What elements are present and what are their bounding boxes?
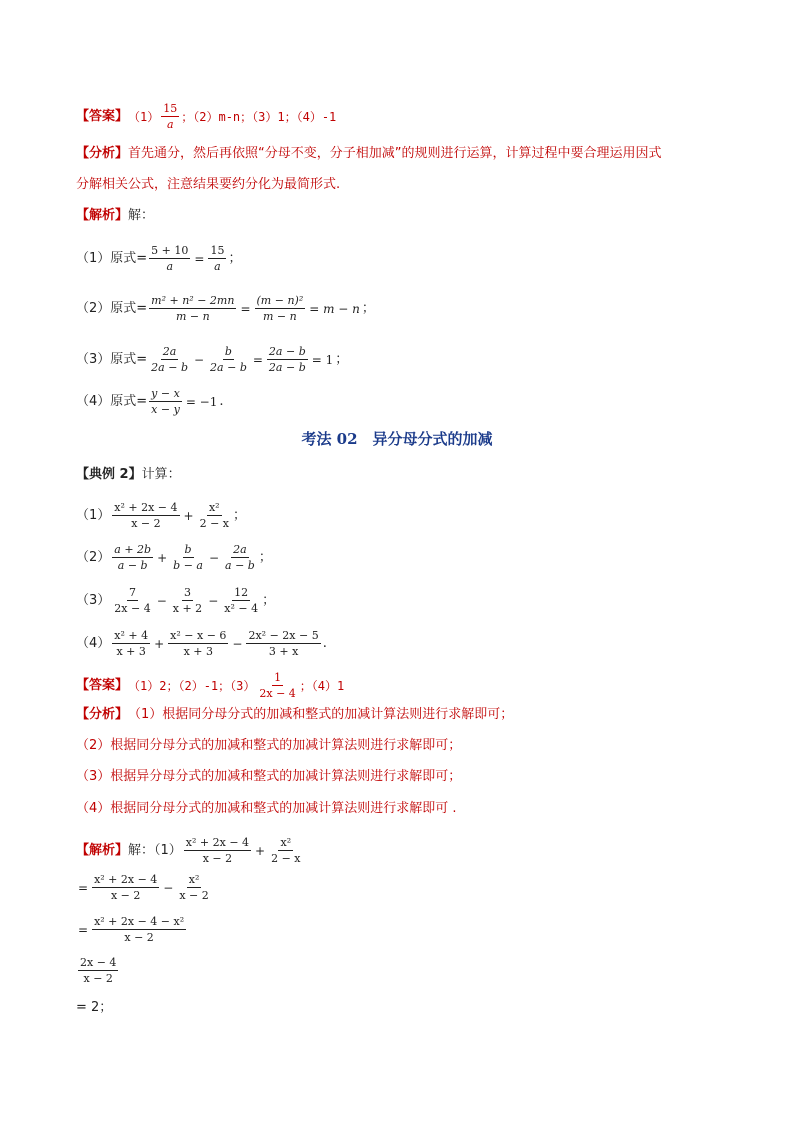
fraction: $\frac{1}{2x - 4}$ bbox=[259, 671, 296, 700]
analysis-label: 【分析】 bbox=[76, 707, 129, 722]
example-line: 【典例 2】 计算： bbox=[76, 467, 181, 482]
question-4: （4） $\frac{\text{x² + 4}}{x + 3}$ + $\frac{\text{x² − x − 6}}{x + 3}$ − $\frac{\text{2x² − 2x − 5}}{3 + x}$ . bbox=[76, 629, 327, 658]
question-3: （3） $\frac{7}{2x - 4}$ − $\frac{3}{x + 2}$ − $\frac{12}{\text{x² − 4}}$ ； bbox=[76, 586, 276, 615]
fraction: $\frac{\text{x² + 2x − 4}}{x - 2}$ bbox=[185, 836, 250, 865]
answer-line-1: 【答案】 （1） $\frac{15}{a}$ ；（2）m-n；（3）1；（4）-1 bbox=[76, 102, 337, 131]
answer-label: 【答案】 bbox=[76, 108, 129, 124]
analysis-label: 【分析】 bbox=[76, 146, 129, 161]
question-2: （2） $\frac{a + 2b}{a - b}$ + $\frac{b}{b - a}$ − $\frac{2a}{a - b}$ ； bbox=[76, 543, 272, 572]
answer-label: 【答案】 bbox=[76, 677, 129, 693]
section-heading: 考法 02 异分母分式的加减 bbox=[301, 430, 493, 448]
solution-label: 【解析】 bbox=[76, 842, 129, 858]
fraction: $\frac{5 + 10}{a}$ bbox=[151, 244, 189, 273]
fraction: $\frac{\text{x² + 4}}{x + 3}$ bbox=[114, 629, 149, 658]
fraction: $\frac{7}{2x - 4}$ bbox=[114, 586, 151, 615]
analysis-line-2-4: （4）根据同分母分式的加减和整式的加减计算法则进行求解即可 . bbox=[76, 801, 457, 816]
fraction: $\frac{\text{x² − x − 6}}{x + 3}$ bbox=[170, 629, 227, 658]
question-1: （1） $\frac{\text{x² + 2x − 4}}{x - 2}$ + $\frac{\text{x²}}{2 - x}$ ； bbox=[76, 501, 247, 530]
fraction: $\frac{\text{x² + 2x − 4}}{x - 2}$ bbox=[114, 501, 178, 530]
fraction: $\frac{\text{x²}}{x - 2}$ bbox=[179, 873, 209, 902]
solution-step-2: （2）原式= $\frac{\text{m² + n² − 2mn}}{m - n}$ = $\frac{\text{(m − n)²}}{m - n}$ = m − n ； bbox=[76, 294, 375, 323]
fraction: $\frac{y - x}{x - y}$ bbox=[151, 387, 180, 416]
fraction: $\frac{\text{m² + n² − 2mn}}{m - n}$ bbox=[151, 294, 235, 323]
solution-step-4: （4）原式= $\frac{y - x}{x - y}$ = −1 . bbox=[76, 387, 224, 416]
fraction: $\frac{\text{x²}}{2 - x}$ bbox=[271, 836, 301, 865]
fraction: $\frac{12}{\text{x² − 4}}$ bbox=[224, 586, 259, 615]
analysis-line-1: 【分析】 首先通分，然后再依照“分母不变，分子相加减”的规则进行运算，计算过程中要合理运用因式 bbox=[76, 146, 662, 161]
analysis-line-2: 分解相关公式，注意结果要约分化为最简形式. bbox=[76, 177, 341, 192]
fraction: $\frac{\text{x² + 2x − 4 − x²}}{x - 2}$ bbox=[94, 915, 185, 944]
solution-line-2: 【解析】 解：（1） $\frac{\text{x² + 2x − 4}}{x - 2}$ + $\frac{\text{x²}}{2 - x}$ bbox=[76, 836, 301, 865]
fraction: $\frac{15}{a}$ bbox=[163, 102, 178, 131]
work-step-1: = $\frac{\text{x² + 2x − 4}}{x - 2}$ − $\frac{\text{x²}}{x - 2}$ bbox=[78, 873, 209, 902]
solution-step-3: （3）原式= $\frac{2a}{2a - b}$ − $\frac{b}{2a - b}$ = $\frac{2a - b}{2a - b}$ = 1 ； bbox=[76, 345, 349, 374]
solution-step-1: （1）原式= $\frac{5 + 10}{a}$ = $\frac{15}{a}$ ； bbox=[76, 244, 242, 273]
work-step-4: = 2； bbox=[76, 1000, 113, 1015]
analysis-line-2-3: （3）根据异分母分式的加减和整式的加减计算法则进行求解即可； bbox=[76, 769, 462, 784]
fraction: $\frac{a + 2b}{a - b}$ bbox=[114, 543, 152, 572]
solution-label: 【解析】 bbox=[76, 208, 129, 223]
work-step-2: = $\frac{\text{x² + 2x − 4 − x²}}{x - 2}$ bbox=[78, 915, 185, 944]
fraction: $\frac{3}{x + 2}$ bbox=[172, 586, 203, 615]
analysis-line-2-2: （2）根据同分母分式的加减和整式的加减计算法则进行求解即可； bbox=[76, 738, 462, 753]
fraction: $\frac{\text{x² + 2x − 4}}{x - 2}$ bbox=[94, 873, 158, 902]
answer-line-2: 【答案】 （1）2；（2）-1；（3） $\frac{1}{2x - 4}$ ；（4）1 bbox=[76, 671, 345, 700]
work-step-3 bbox=[76, 956, 120, 985]
fraction: $\frac{2x - 4}{x - 2}$ bbox=[80, 956, 117, 985]
fraction: $\frac{\text{2x² − 2x − 5}}{3 + x}$ bbox=[248, 629, 319, 658]
fraction: $\frac{\text{(m − n)²}}{m - n}$ bbox=[256, 294, 304, 323]
fraction: $\frac{b}{2a - b}$ bbox=[210, 345, 247, 374]
fraction: $\frac{b}{b - a}$ bbox=[173, 543, 203, 572]
fraction: $\frac{15}{a}$ bbox=[210, 244, 225, 273]
fraction: $\frac{\text{x²}}{2 - x}$ bbox=[199, 501, 229, 530]
fraction: $\frac{2a - b}{2a - b}$ bbox=[268, 345, 306, 374]
fraction: $\frac{2a}{a - b}$ bbox=[225, 543, 255, 572]
analysis-line-2-1: 【分析】 （1）根据同分母分式的加减和整式的加减计算法则进行求解即可； bbox=[76, 707, 514, 722]
fraction: $\frac{2a}{2a - b}$ bbox=[151, 345, 188, 374]
example-label: 【典例 2】 bbox=[76, 467, 142, 482]
solution-line: 【解析】 解： bbox=[76, 208, 155, 223]
